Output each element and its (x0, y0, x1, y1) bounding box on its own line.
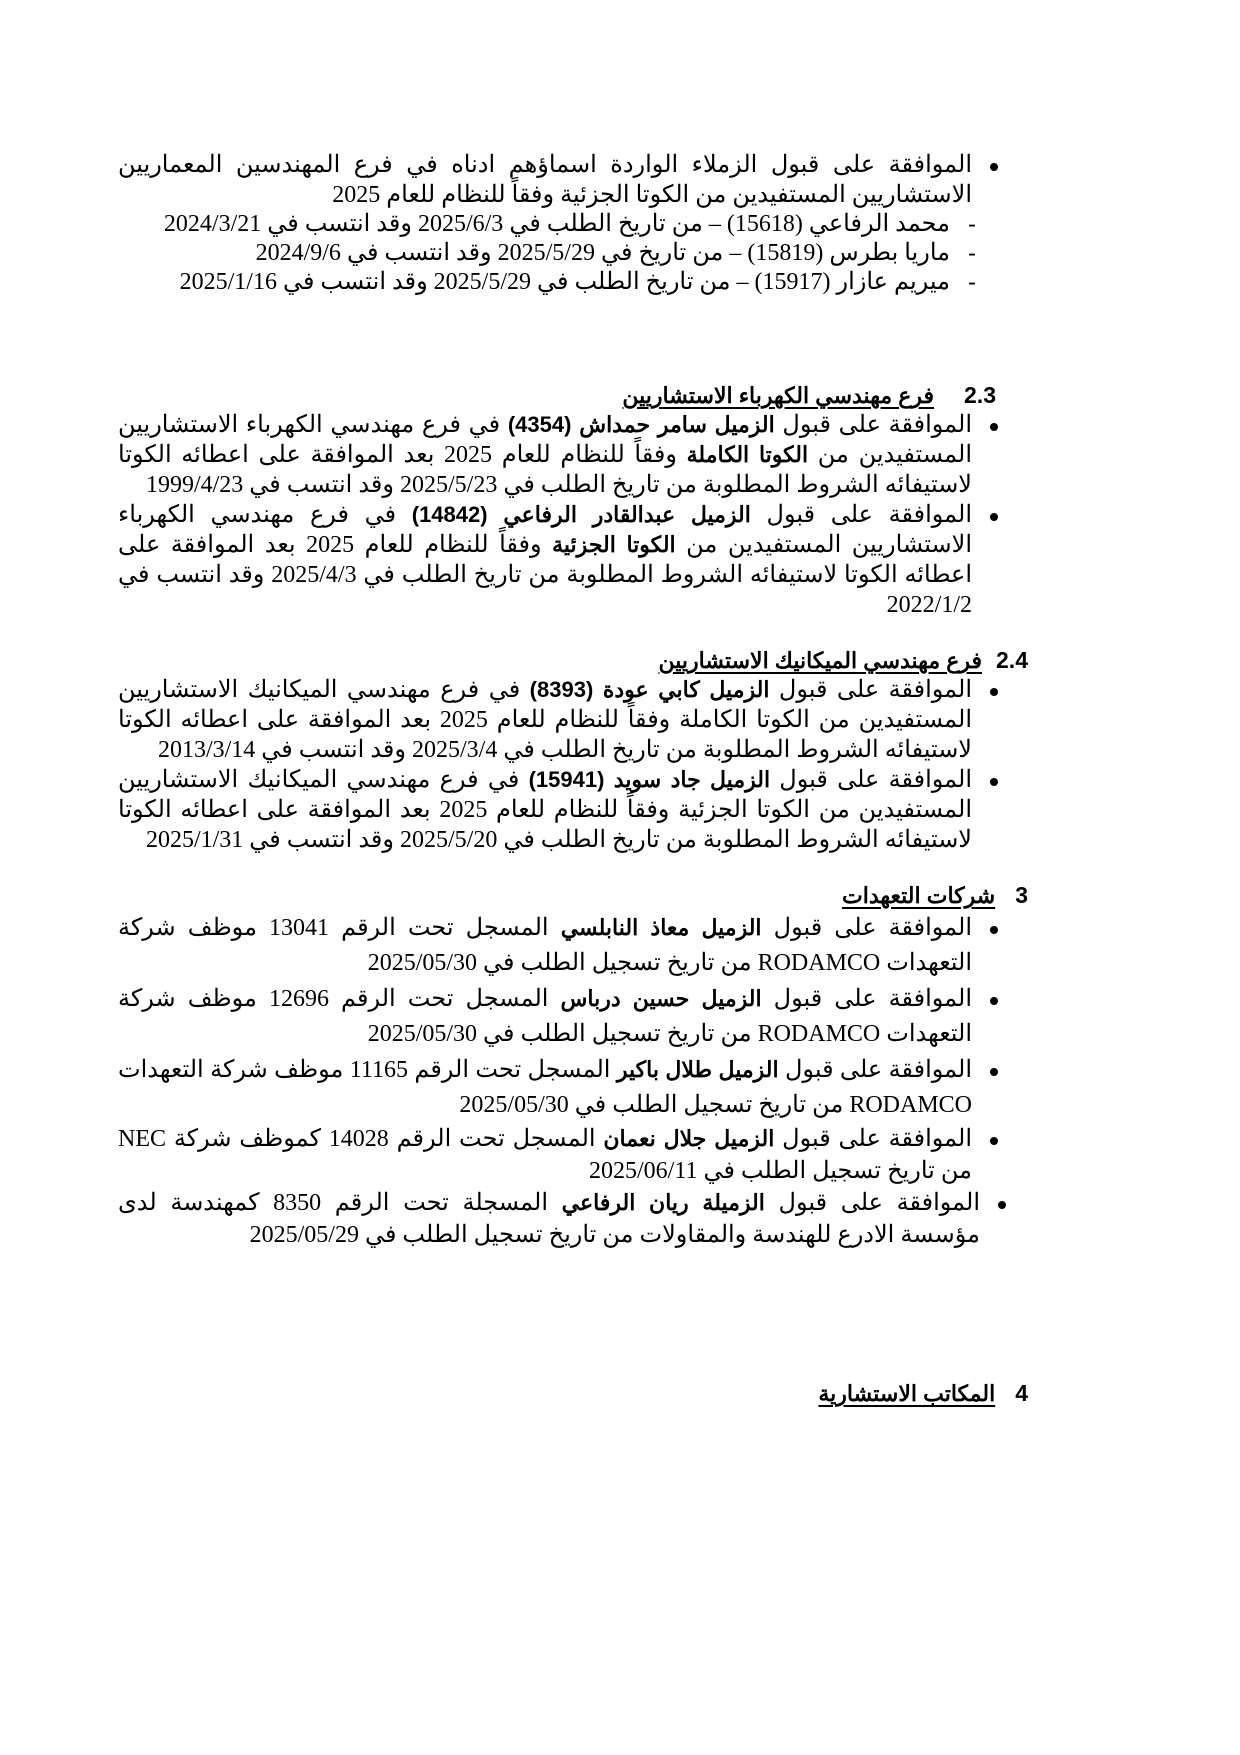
list-item (118, 765, 998, 855)
member-name: الزميل جاد سويد (15941) (528, 767, 771, 792)
item-text: في فرع مهندسي الكهرباء الاستشاريين المستفيدين من (118, 412, 973, 468)
document-page (118, 150, 1028, 1408)
section-number: 2.3 (964, 382, 996, 408)
item-text: المسجل تحت الرقم 13041 موظف شركة التعهدات RODAMCO من تاريخ تسجيل الطلب في 2025/05/30 (118, 915, 972, 976)
dash-icon: - (968, 269, 976, 296)
member-name: الزميل عبدالقادر الرفاعي (14842) (411, 502, 751, 527)
item-text: في فرع مهندسي الكهرباء الاستشاريين المستفيدين من (118, 502, 972, 558)
bullet-icon (990, 163, 998, 171)
list-item (118, 239, 976, 268)
bullet-icon (990, 423, 998, 431)
item-text: الموافقة على قبول (761, 915, 973, 941)
list-item (118, 500, 998, 620)
item-text: الموافقة على قبول (750, 502, 972, 528)
item-text: المسجل تحت الرقم 12696 موظف شركة التعهدات RODAMCO من تاريخ تسجيل الطلب في 2025/05/30 (118, 986, 972, 1047)
architect-name-3: ميريم عازار (15917) – من تاريخ الطلب في 2025/5/29 وقد انتسب في 2025/1/16 (179, 269, 950, 295)
list-item (118, 150, 998, 210)
architect-name-2: ماريا بطرس (15819) – من تاريخ في 2025/5/29 وقد انتسب في 2024/9/6 (255, 240, 950, 266)
section-number: 4 (1015, 1380, 1028, 1406)
bullet-icon (990, 997, 998, 1005)
list-item (118, 675, 998, 765)
bullet-icon (990, 513, 998, 521)
member-name: الزميلة ريان الرفاعي (561, 1190, 765, 1215)
item-text: الموافقة على قبول (778, 1057, 972, 1083)
section-heading (118, 381, 998, 410)
list-item (118, 1187, 1006, 1251)
member-name: الزميل طلال باكير (616, 1057, 779, 1082)
bullet-icon (990, 1068, 998, 1076)
list-item (118, 268, 976, 297)
item-text: المسجل تحت الرقم 14028 كموظف شركة NEC من تاريخ تسجيل الطلب في 2025/06/11 (118, 1126, 972, 1184)
bullet-icon (990, 688, 998, 696)
section-title: فرع مهندسي الميكانيك الاستشاريين (658, 648, 983, 673)
list-item (118, 210, 976, 239)
section-heading (118, 881, 1028, 910)
item-text: الموافقة على قبول (774, 412, 972, 438)
section-heading (118, 1379, 1028, 1408)
item-text: المسجلة تحت الرقم 8350 كمهندسة لدى مؤسسة الادرع للهندسة والمقاولات من تاريخ تسجيل الطلب في 2025/05/29 (118, 1190, 980, 1248)
quota-type: الكوتا الجزئية (552, 532, 676, 557)
list-item (118, 410, 998, 500)
item-text: في فرع مهندسي الميكانيك الاستشاريين المستفيدين من الكوتا الكاملة وفقاً للنظام للعام 2025 بعد الموافقة على اعطائه الكوتا لاستيفائه الشروط المطلوبة من تاريخ الطلب في 2025/3/4 وقد انتسب في 2013/3/14 (118, 677, 973, 763)
section-number: 2.4 (996, 647, 1028, 673)
section-title: فرع مهندسي الكهرباء الاستشاريين (622, 383, 935, 408)
item-text: وفقاً للنظام للعام 2025 بعد الموافقة على اعطائه الكوتا لاستيفائه الشروط المطلوبة من تاريخ الطلب في 2025/5/23 وقد انتسب في 1999/4/23 (118, 442, 972, 498)
section-title: المكاتب الاستشارية (818, 1381, 996, 1406)
section-title: شركات التعهدات (842, 883, 996, 908)
list-item (118, 981, 998, 1052)
bullet-icon (990, 778, 998, 786)
architects-bullet-text: الموافقة على قبول الزملاء الواردة اسماؤهم ادناه في فرع المهندسين المعماريين الاستشاريين المستفيدين من الكوتا الجزئية وفقاً للنظام للعام 2025 (118, 152, 972, 208)
dash-icon: - (968, 211, 976, 238)
member-name: الزميل حسين درباس (560, 986, 762, 1011)
section-2-3 (118, 381, 998, 620)
item-text: المسجل تحت الرقم 11165 موظف شركة التعهدات RODAMCO من تاريخ تسجيل الطلب في 2025/05/30 (118, 1057, 972, 1118)
item-text: وفقاً للنظام للعام 2025 بعد الموافقة على اعطائه الكوتا لاستيفائه الشروط المطلوبة من تاريخ الطلب في 2025/4/3 وقد انتسب في 2022/1/2 (118, 532, 972, 618)
bullet-icon (990, 1137, 998, 1145)
list-item (118, 1123, 998, 1187)
item-text: الموافقة على قبول (764, 1190, 980, 1216)
bullet-icon (990, 926, 998, 934)
item-text: الموافقة على قبول (761, 986, 972, 1012)
quota-type: الكوتا الكاملة (686, 442, 809, 467)
section-number: 3 (1015, 882, 1028, 908)
bullet-icon (998, 1201, 1006, 1209)
architect-name-1: محمد الرفاعي (15618) – من تاريخ الطلب في 2025/6/3 وقد انتسب في 2024/3/21 (163, 211, 950, 237)
member-name: الزميل سامر حمداش (4354) (507, 412, 775, 437)
section-4 (118, 1379, 1028, 1408)
item-text: في فرع مهندسي الميكانيك الاستشاريين المستفيدين من الكوتا الجزئية وفقاً للنظام للعام 2025 بعد الموافقة على اعطائه الكوتا لاستيفائه الشروط المطلوبة من تاريخ الطلب في 2025/5/20 وقد انتسب في 2025/1/31 (118, 767, 972, 853)
member-name: الزميل معاذ النابلسي (560, 915, 762, 940)
item-text: الموافقة على قبول (770, 767, 972, 793)
list-item (118, 1052, 998, 1123)
member-name: الزميل كابي عودة (8393) (529, 677, 770, 702)
section-2-4 (118, 646, 1028, 855)
section-heading (118, 646, 1028, 675)
item-text: الموافقة على قبول (774, 1126, 972, 1152)
item-text: الموافقة على قبول (769, 677, 973, 703)
dash-icon: - (968, 240, 976, 267)
member-name: الزميل جلال نعمان (603, 1126, 775, 1151)
architects-block (118, 150, 998, 297)
section-3 (118, 881, 1028, 1251)
list-item (118, 910, 998, 981)
